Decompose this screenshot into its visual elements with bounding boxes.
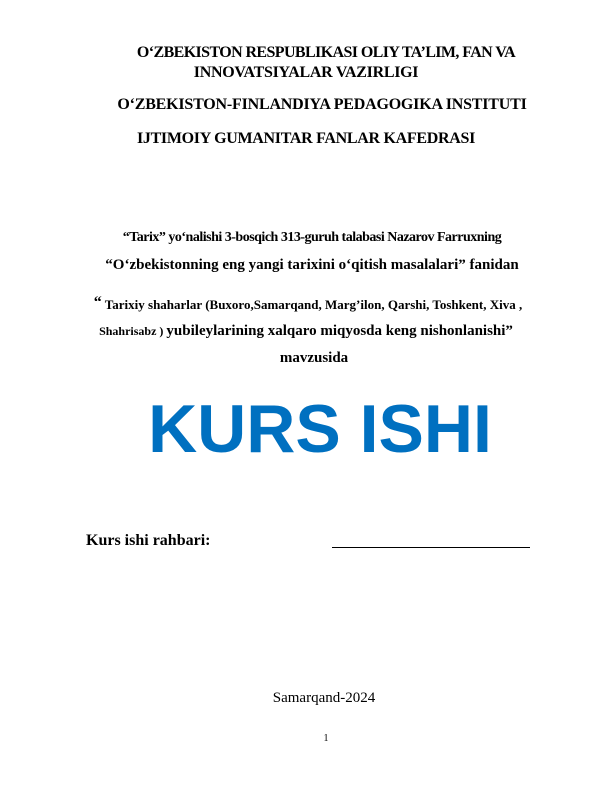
institute-name: O‘ZBEKISTON-FINLANDIYA PEDAGOGIKA INSTITUTI [117, 96, 527, 113]
topic-open-quote: “ [93, 294, 102, 311]
topic-line2-small: Shahrisabz ) [99, 324, 167, 338]
document-title: KURS ISHI [148, 391, 492, 467]
topic-line3: mavzusida [279, 350, 349, 366]
ministry-name-line1: O‘ZBEKISTON RESPUBLIKASI OLIY TA’LIM, FAN VA [136, 44, 516, 61]
topic-line1-text: Tarixiy shaharlar (Buxoro,Samarqand, Marg’ilon, Qarshi, Toshkent, Xiva , [101, 297, 523, 312]
advisor-signature-line [332, 547, 530, 548]
page-number: 1 [323, 733, 329, 744]
subject-line: “O‘zbekistonning eng yangi tarixini o‘qitish masalalari” fanidan [105, 257, 519, 273]
topic-line2 [0, 322, 612, 340]
department-name: IJTIMOIY GUMANITAR FANLAR KAFEDRASI [136, 130, 476, 147]
student-info: “Tarix” yo‘nalishi 3-bosqich 313-guruh talabasi Nazarov Farruxning [122, 230, 502, 245]
topic-line2-big: yubileylarining xalqaro miqyosda keng nishonlanishi” [166, 323, 513, 339]
ministry-name-line2: INNOVATSIYALAR VAZIRLIGI [193, 64, 419, 81]
topic-line1 [2, 294, 612, 313]
place-year: Samarqand-2024 [272, 690, 376, 706]
advisor-label: Kurs ishi rahbari: [86, 532, 211, 549]
